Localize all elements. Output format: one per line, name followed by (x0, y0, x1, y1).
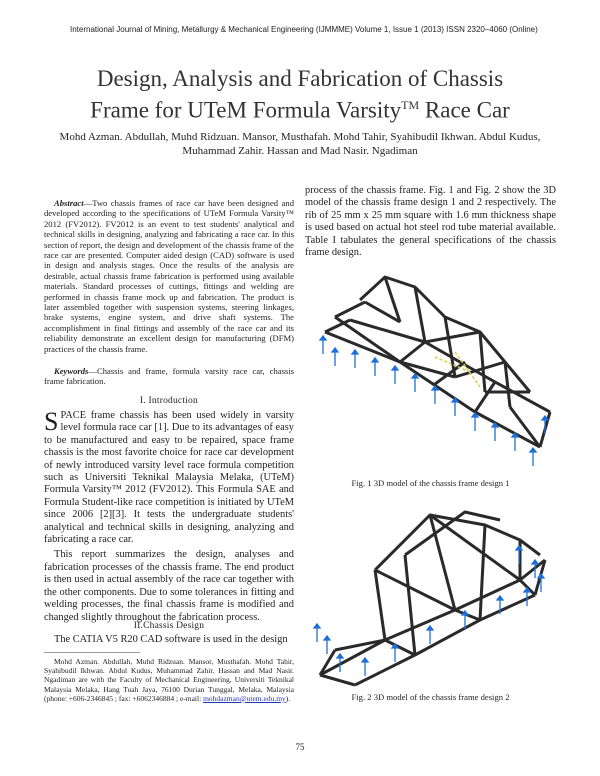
author-footnote: Mohd Azman. Abdullah, Muhd Ridzuan. Mansor, Musthafah. Mohd Tahir, Syahibudil Ikhwan. Abdul Kudus, Muhammad Zahir. Hassan and Mad Nasir. Ngadiman are with the Faculty of Mechanical Engineering, Universiti Teknikal Malaysia Melaka, Hang Tuah Jaya, 76100 Durian Tunggal, Melaka, Malaysia (phone: +606-2346845 ; fax: +6062346884 ; e-mail: mohdazman@utem.edu.my). (44, 657, 294, 703)
trademark: TM (401, 98, 420, 112)
abstract-label: Abstract (54, 198, 84, 208)
author-email-link[interactable]: mohdazman@utem.edu.my (203, 693, 286, 703)
figure-1 (305, 262, 556, 488)
abstract-text: —Two chassis frames of race car have been designed and developed according to the specifications of UTeM Formula Varsity™ 2012 (FV2012). FV2012 is an event to test students' analytical and technical skills in designing, analyzing and fabricating a race car. In this section of report, the design and development of the chassis frame of the race car are presented. Computer aided design (CAD) software is used in design and analysis stages. Once the results of the analysis are desirable, actual chassis frame fabrication is performed using available materials. Standard processes of cuttings, fittings and welding are performed in chassis frame mock up and fabrication. The product is later assembled together with suspension systems, steering linkages, brake systems, engine system, and drive shaft systems. The accomplishment in final fittings and assembly of the race car and its reliability demonstrate an excellent design for manufacturing (DFM) practices of the chassis frame. (44, 198, 294, 354)
author-list: Mohd Azman. Abdullah, Muhd Ridzuan. Mansor, Musthafah. Mohd Tahir, Syahibudil Ikhwan. Abdul Kudus, Muhammad Zahir. Hassan and Mad Nasir. Ngadiman (59, 131, 541, 157)
title-line-2: Frame for UTeM Formula Varsity™ Race Car (90, 97, 510, 123)
title-line-1: Design, Analysis and Fabrication of Chassis (96, 66, 504, 91)
drop-cap: S (44, 407, 59, 436)
paper-title (40, 66, 560, 124)
journal-header: International Journal of Mining, Metallurgy & Mechanical Engineering (IJMMME) Volume 1, Issue 1 (2013) ISSN 2320–4060 (Online) (70, 25, 538, 34)
figure-2-caption: Fig. 2 3D model of the chassis frame design 2 (351, 692, 510, 702)
keywords-text: —Chassis and frame, formula varsity race car, chassis frame fabrication. (44, 366, 294, 387)
chassis-design-para-1: The CATIA V5 R20 CAD software is used in the design (54, 634, 288, 645)
chassis-frame-design-1-image (305, 262, 556, 470)
section-heading-introduction: I. Introduction (140, 396, 198, 406)
footnote-separator (44, 652, 140, 653)
introduction-para-1: SPACE frame chassis has been used widely in varsity level formula race car [1]. Due to its advantages of easy to be manufactured and easy to be repaired, space frame chassis is the most favorite choice for race car development of newly introduced varsity level race formula competition such as Universiti Teknikal Malaysia Melaka, (UTeM) Formula Varsity™ 2012 (FV2012). This Formula SAE and Formula Student-like race competition is initiated by UTeM since 2006 [2][3]. It tests the undergraduate students' analytical and technical skills in designing, analyzing and fabricating a race car. (44, 407, 294, 546)
keywords (44, 366, 294, 387)
introduction-para-2: This report summarizes the design, analyses and fabrication processes of the chassis frame. The end product is then used in actual assembly of the race car together with the other components. Due to some tolerances in fitting and welding processes, the final chassis frame is modified and changed slightly throughout the fabrication process. (44, 549, 294, 623)
figure-1-caption: Fig. 1 3D model of the chassis frame design 1 (351, 478, 510, 488)
section-heading-chassis-design: II.Chassis Design (133, 621, 205, 631)
introduction-body (44, 407, 294, 624)
figure-2 (305, 500, 556, 702)
page-number: 75 (295, 742, 305, 752)
chassis-frame-design-2-image (305, 500, 556, 688)
abstract (44, 198, 294, 354)
right-column-text: process of the chassis frame. Fig. 1 and Fig. 2 show the 3D model of the chassis frame design 1 and 2 respectively. The rib of 25 mm x 25 mm square with 1.6 mm thickness shape is used based on actual hot steel rod tube material available. Table I tabulates the general specifications of the chassis frame design. (305, 185, 556, 259)
keywords-label: Keywords (54, 366, 89, 376)
